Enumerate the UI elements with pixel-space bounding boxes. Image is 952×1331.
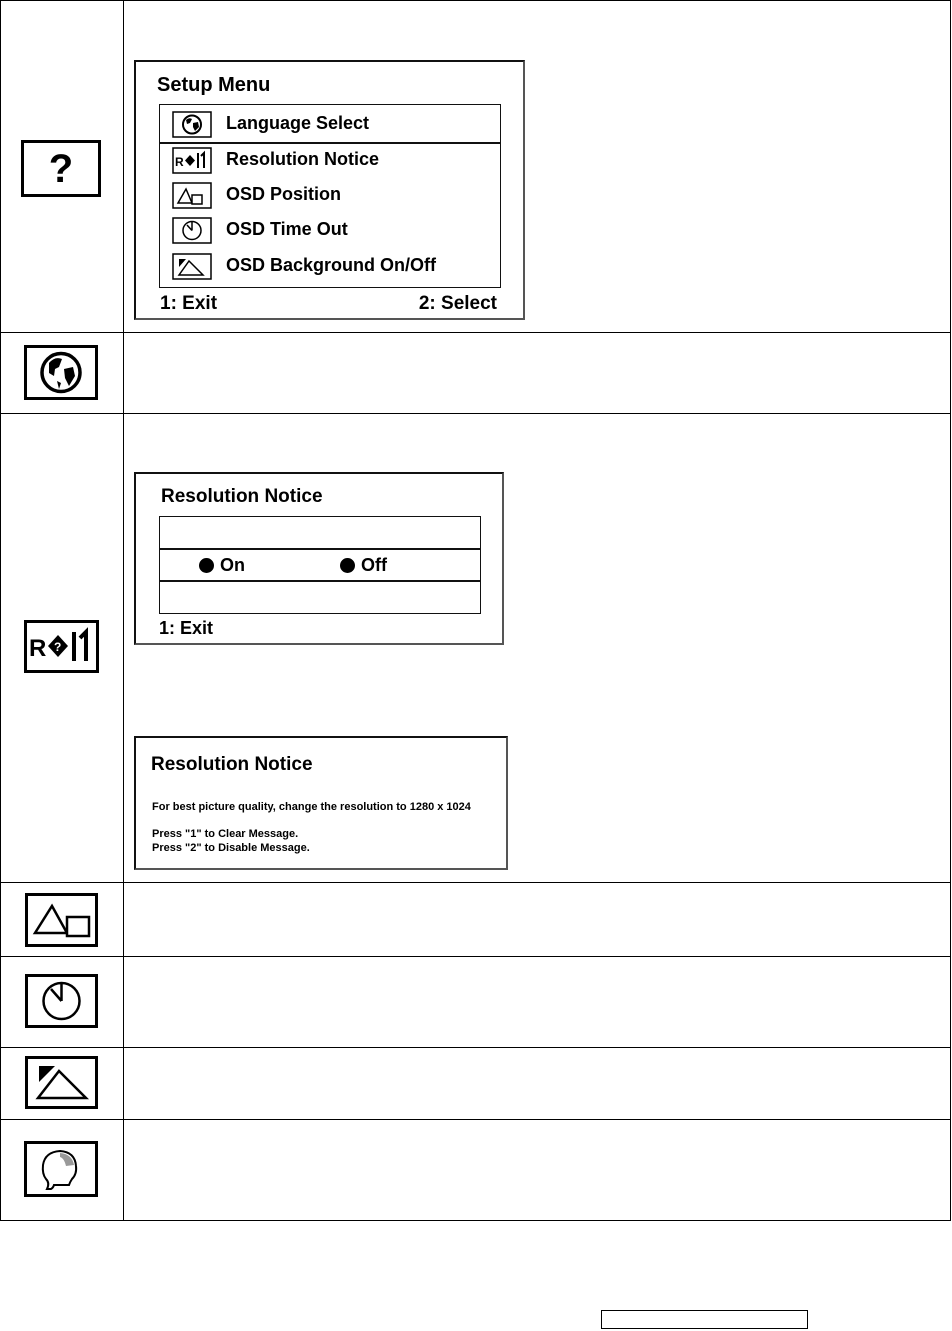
resolution-notice-panel — [134, 472, 504, 645]
help-glyph: ? — [48, 147, 74, 191]
menu-item-osd-background[interactable] — [160, 249, 500, 284]
resolution-message-title: Resolution Notice — [151, 754, 313, 775]
timer-icon — [25, 974, 98, 1028]
radio-on-label: On — [220, 555, 245, 575]
table-border-top — [0, 0, 951, 1]
column-divider — [123, 0, 124, 1221]
row-divider — [0, 413, 951, 414]
option-row-top-border — [160, 548, 480, 550]
menu-item-label: Resolution Notice — [226, 149, 380, 169]
radio-dot — [199, 558, 214, 573]
disable-message-hint: Press "2" to Disable Message. — [152, 842, 310, 854]
user-profile-icon — [24, 1141, 98, 1197]
osd-position-icon — [25, 893, 98, 947]
help-icon — [21, 140, 101, 197]
select-hint: 2: Select — [418, 293, 497, 314]
menu-item-label: OSD Time Out — [226, 219, 348, 239]
svg-text:R: R — [175, 155, 184, 169]
menu-item-osd-position[interactable] — [160, 178, 500, 213]
table-border-left — [0, 0, 1, 1221]
row-divider — [0, 1119, 951, 1120]
menu-item-label: Language Select — [226, 113, 370, 133]
menu-item-resolution-notice[interactable] — [160, 143, 500, 178]
svg-text:?: ? — [54, 640, 62, 654]
table-border-bottom — [0, 1220, 951, 1221]
menu-item-language-select[interactable] — [160, 107, 500, 142]
clear-message-hint: Press "1" to Clear Message. — [152, 828, 299, 840]
resolution-notice-title: Resolution Notice — [161, 486, 323, 507]
resolution-notice-icon — [24, 620, 99, 673]
radio-off-label: Off — [361, 555, 387, 575]
radio-on[interactable] — [199, 555, 245, 576]
menu-item-osd-time-out[interactable] — [160, 213, 500, 248]
globe-icon — [24, 345, 98, 400]
setup-menu-title: Setup Menu — [157, 74, 271, 96]
osd-position-icon — [172, 182, 212, 209]
row-divider — [0, 956, 951, 957]
option-row-bottom-border — [160, 580, 480, 582]
radio-dot — [340, 558, 355, 573]
table-border-right — [950, 0, 951, 1221]
menu-item-label: OSD Position — [226, 184, 342, 204]
resolution-message-text: For best picture quality, change the resolution to 1280 x 1024 — [152, 801, 471, 813]
resolution-message-panel — [134, 736, 508, 870]
resolution-notice-icon — [172, 147, 212, 174]
background-icon — [25, 1056, 98, 1109]
svg-text:R: R — [29, 635, 47, 662]
row-divider — [0, 1047, 951, 1048]
background-icon — [172, 253, 212, 280]
menu-item-label: OSD Background On/Off — [226, 255, 437, 275]
resolution-notice-options — [159, 516, 481, 614]
setup-menu-panel — [134, 60, 525, 320]
exit-hint: 1: Exit — [160, 293, 218, 314]
exit-hint: 1: Exit — [159, 618, 214, 638]
footer-box — [601, 1310, 808, 1329]
row-divider — [0, 332, 951, 333]
timer-icon — [172, 217, 212, 244]
globe-icon — [172, 111, 212, 138]
row-divider — [0, 882, 951, 883]
setup-menu-list — [159, 104, 501, 288]
radio-off[interactable] — [340, 555, 387, 576]
